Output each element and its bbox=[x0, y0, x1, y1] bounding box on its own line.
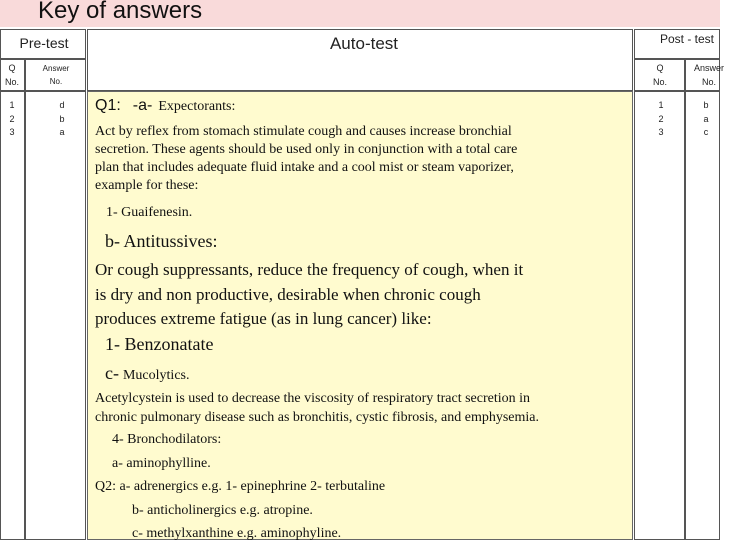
autotest-header bbox=[87, 29, 633, 91]
c-heading bbox=[105, 363, 189, 384]
list-item: 3 bbox=[9, 127, 15, 137]
text-line: produces extreme fatigue (as in lung cancer) like: bbox=[95, 309, 432, 328]
text-line: is dry and non productive, desirable when chronic cough bbox=[95, 284, 481, 304]
c-body bbox=[95, 389, 539, 427]
text-line: Act by reflex from stomach stimulate cough and causes increase bronchial bbox=[95, 124, 512, 139]
list-item: 1 bbox=[658, 100, 664, 110]
list-item: a bbox=[59, 127, 65, 137]
pretest-header bbox=[0, 29, 86, 59]
list-item: c bbox=[703, 127, 709, 137]
list-item: 2 bbox=[658, 113, 664, 124]
text-line: example for these: bbox=[95, 178, 199, 193]
a-title: Expectorants: bbox=[158, 99, 236, 114]
pretest-q-column bbox=[0, 91, 25, 540]
answer-content bbox=[87, 91, 633, 540]
list-item: 3 bbox=[658, 127, 664, 137]
text-line: chronic pulmonary disease such as bronchitis, cystic fibrosis, and emphysemia. bbox=[95, 410, 540, 425]
pretest-q-label: Q No. bbox=[4, 63, 19, 87]
q1-label: Q1: bbox=[95, 97, 121, 114]
pretest-questions bbox=[1, 97, 23, 138]
pretest-answer-label: Answer No. bbox=[42, 64, 70, 86]
posttest-q-column bbox=[634, 91, 685, 540]
d-item: a- aminophylline. bbox=[112, 456, 211, 471]
q2-c: c- methylxanthine e.g. aminophyline. bbox=[132, 526, 342, 541]
list-item: a bbox=[703, 113, 709, 124]
posttest-answer-column bbox=[685, 91, 720, 540]
pretest-heading: Pre-test bbox=[19, 35, 69, 51]
list-item: 1 bbox=[9, 100, 15, 110]
posttest-q-header bbox=[634, 59, 685, 91]
c-title: Mucolytics. bbox=[122, 368, 190, 383]
q2-line: Q2: a- adrenergics e.g. 1- epinephrine 2- terbutaline bbox=[95, 479, 386, 494]
list-item: b bbox=[703, 100, 709, 110]
pretest-q-header bbox=[0, 59, 25, 91]
text-line: Acetylcystein is used to decrease the viscosity of respiratory tract secretion in bbox=[95, 391, 531, 406]
b-item: 1- Benzonatate bbox=[105, 334, 214, 354]
posttest-q-label: Q No. bbox=[652, 63, 667, 87]
list-item: b bbox=[59, 113, 65, 124]
posttest-questions bbox=[653, 97, 669, 138]
pretest-answer-header bbox=[25, 59, 86, 91]
title-bar bbox=[0, 0, 720, 27]
a-body bbox=[95, 123, 517, 195]
q2-b: b- anticholinergics e.g. atropine. bbox=[132, 503, 313, 518]
q1-heading bbox=[95, 97, 235, 115]
text-line: plan that includes adequate fluid intake and a cool mist or steam vaporizer, bbox=[95, 160, 514, 175]
text-line: Or cough suppressants, reduce the frequency of cough, when it bbox=[95, 260, 524, 279]
text-line: secretion. These agents should be used only in conjunction with a total care bbox=[95, 142, 518, 157]
posttest-answer-header bbox=[685, 59, 724, 91]
pretest-answers bbox=[54, 97, 70, 138]
page-title: Key of answers bbox=[38, 0, 203, 24]
c-marker: c- bbox=[105, 363, 119, 383]
posttest-answers bbox=[698, 97, 714, 138]
list-item: d bbox=[59, 100, 65, 110]
posttest-answer-label: Answer No. bbox=[693, 63, 724, 87]
a-item: 1- Guaifenesin. bbox=[106, 205, 193, 220]
posttest-heading: Post - test bbox=[659, 32, 715, 46]
b-body bbox=[95, 258, 523, 332]
autotest-heading: Auto-test bbox=[329, 34, 399, 53]
list-item: 2 bbox=[9, 113, 15, 124]
posttest-header bbox=[634, 29, 720, 59]
b-title: b- Antitussives: bbox=[105, 231, 218, 251]
pretest-answer-column bbox=[25, 91, 86, 540]
d-title: 4- Bronchodilators: bbox=[112, 432, 222, 447]
a-marker: -a- bbox=[132, 97, 153, 114]
